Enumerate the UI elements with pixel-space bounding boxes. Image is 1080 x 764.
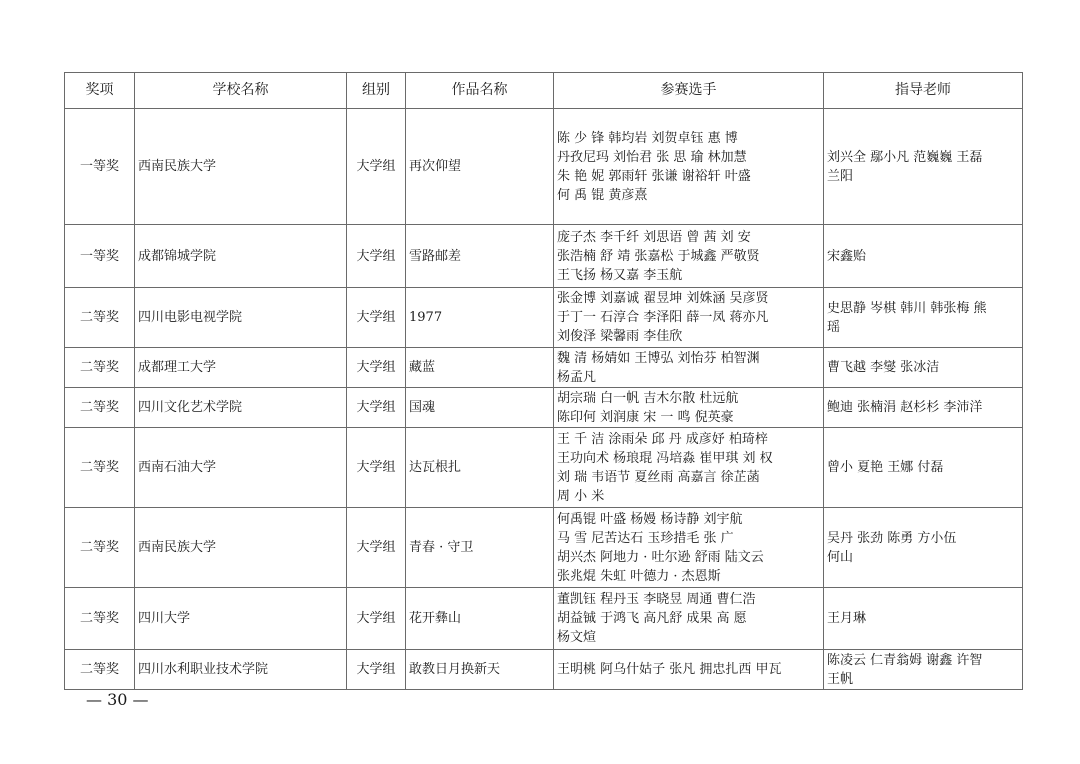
award-cell: 二等奖 <box>65 428 135 508</box>
contestant-line: 丹孜尼玛 刘怡君 张 思 瑜 林加慧 <box>557 149 747 165</box>
teacher-line: 瑶 <box>827 319 841 335</box>
award-cell: 一等奖 <box>65 225 135 288</box>
contestant-line: 胡益铖 于鸿飞 高凡舒 成果 高 愿 <box>557 611 747 626</box>
group-cell: 大学组 <box>347 650 406 690</box>
contestant-line: 张金博 刘嘉诚 翟昱坤 刘姝涵 吴彦贤 <box>557 291 769 306</box>
school-cell: 成都锦城学院 <box>135 225 347 288</box>
header-group: 组别 <box>347 73 406 109</box>
contestant-line: 陈 少 锋 韩均岩 刘贺卓钰 惠 博 <box>557 130 738 146</box>
teacher-line: 兰阳 <box>827 168 854 184</box>
contestants-cell <box>554 109 824 225</box>
work-cell: 青春 · 守卫 <box>406 508 554 588</box>
teachers-cell <box>824 288 1023 348</box>
contestant-line: 胡兴杰 阿地力 · 吐尔逊 舒雨 陆文云 <box>557 549 764 565</box>
work-cell: 1977 <box>406 288 554 348</box>
contestant-line: 朱 艳 妮 郭雨轩 张谦 谢裕轩 叶盛 <box>557 168 751 184</box>
school-cell: 成都理工大学 <box>135 348 347 388</box>
contestant-line: 于丁一 石淳合 李泽阳 薛一凤 蒋亦凡 <box>557 310 769 325</box>
award-cell: 二等奖 <box>65 650 135 690</box>
contestant-line: 王 千 洁 涂雨朵 邱 丹 成彦妤 柏琦梓 <box>557 431 768 447</box>
school-cell: 四川大学 <box>135 588 347 650</box>
teacher-line: 吴丹 张劲 陈勇 方小伍 <box>827 530 957 546</box>
teacher-line: 史思静 岑棋 韩川 韩张梅 熊 <box>827 300 987 316</box>
table-row <box>65 388 1023 428</box>
award-cell: 二等奖 <box>65 388 135 428</box>
contestant-line: 魏 清 杨婧如 王博弘 刘怡芬 柏智渊 <box>557 350 760 366</box>
teachers-cell <box>824 388 1023 428</box>
contestant-line: 刘俊泽 梁馨雨 李佳欣 <box>557 329 683 344</box>
header-teachers: 指导老师 <box>824 73 1023 109</box>
contestant-line: 张浩楠 舒 靖 张嘉松 于城鑫 严敬贤 <box>557 248 760 264</box>
contestant-line: 庞子杰 李千纤 刘思语 曾 茜 刘 安 <box>557 229 751 245</box>
contestant-line: 刘 瑞 韦语节 夏丝雨 高嘉言 徐芷菡 <box>557 469 760 485</box>
school-cell: 四川水利职业技术学院 <box>135 650 347 690</box>
teacher-line: 王帆 <box>827 671 854 687</box>
table-header-row <box>65 73 1023 109</box>
teachers-cell <box>824 109 1023 225</box>
group-cell: 大学组 <box>347 348 406 388</box>
award-cell: 一等奖 <box>65 109 135 225</box>
contestants-cell <box>554 288 824 348</box>
header-school: 学校名称 <box>135 73 347 109</box>
contestant-line: 何 禹 锟 黄彦熹 <box>557 187 648 203</box>
teacher-line: 鲍迪 张楠涓 赵杉杉 李沛洋 <box>827 400 983 415</box>
school-cell: 西南民族大学 <box>135 109 347 225</box>
table-row <box>65 225 1023 288</box>
teacher-line: 陈凌云 仁青翁姆 谢鑫 许智 <box>827 652 983 668</box>
table-row <box>65 428 1023 508</box>
table-row <box>65 288 1023 348</box>
contestants-cell <box>554 388 824 428</box>
contestant-line: 杨孟凡 <box>557 369 597 385</box>
teacher-line: 王月琳 <box>827 611 867 626</box>
table-row <box>65 588 1023 650</box>
work-cell: 敢教日月换新天 <box>406 650 554 690</box>
contestant-line: 王明桃 阿乌什姑子 张凡 拥忠扎西 甲瓦 <box>557 662 782 677</box>
work-cell: 藏蓝 <box>406 348 554 388</box>
work-cell: 雪路邮差 <box>406 225 554 288</box>
contestant-line: 马 雪 尼苦达石 玉珍措毛 张 广 <box>557 530 734 546</box>
teacher-line: 何山 <box>827 549 854 565</box>
contestant-line: 杨文煊 <box>557 630 597 645</box>
table-row <box>65 348 1023 388</box>
teacher-line: 宋鑫贻 <box>827 248 867 264</box>
work-cell: 国魂 <box>406 388 554 428</box>
contestants-cell <box>554 348 824 388</box>
group-cell: 大学组 <box>347 288 406 348</box>
contestant-line: 王功向术 杨琅琨 冯培淼 崔甲琪 刘 权 <box>557 450 773 466</box>
school-cell: 西南民族大学 <box>135 508 347 588</box>
contestants-cell <box>554 588 824 650</box>
teacher-line: 曹飞越 李燮 张冰洁 <box>827 360 940 375</box>
group-cell: 大学组 <box>347 225 406 288</box>
group-cell: 大学组 <box>347 109 406 225</box>
award-cell: 二等奖 <box>65 288 135 348</box>
table-row <box>65 109 1023 225</box>
contestant-line: 张兆焜 朱虹 叶德力 · 杰恩斯 <box>557 568 721 584</box>
group-cell: 大学组 <box>347 388 406 428</box>
group-cell: 大学组 <box>347 588 406 650</box>
award-cell: 二等奖 <box>65 348 135 388</box>
contestants-cell <box>554 650 824 690</box>
contestant-line: 胡宗瑞 白一帆 吉木尔散 杜远航 <box>557 390 739 406</box>
teacher-line: 刘兴全 鄢小凡 范巍巍 王磊 <box>827 149 983 165</box>
contestant-line: 王飞扬 杨又嘉 李玉航 <box>557 267 683 283</box>
contestant-line: 周 小 米 <box>557 488 605 504</box>
group-cell: 大学组 <box>347 428 406 508</box>
work-cell: 达瓦根扎 <box>406 428 554 508</box>
header-work: 作品名称 <box>406 73 554 109</box>
contestant-line: 董凯钰 程丹玉 李晓昱 周通 曹仁浩 <box>557 592 756 607</box>
contestants-cell <box>554 428 824 508</box>
table-row <box>65 650 1023 690</box>
school-cell: 西南石油大学 <box>135 428 347 508</box>
table-row <box>65 508 1023 588</box>
contestants-cell <box>554 508 824 588</box>
award-cell: 二等奖 <box>65 508 135 588</box>
teacher-line: 曾小 夏艳 王娜 付磊 <box>827 460 944 475</box>
school-cell: 四川文化艺术学院 <box>135 388 347 428</box>
group-cell: 大学组 <box>347 508 406 588</box>
work-cell: 花开彝山 <box>406 588 554 650</box>
header-award: 奖项 <box>65 73 135 109</box>
contestant-line: 陈印何 刘润康 宋 一 鸣 倪英豪 <box>557 409 734 425</box>
teachers-cell <box>824 428 1023 508</box>
contestants-cell <box>554 225 824 288</box>
teachers-cell <box>824 588 1023 650</box>
school-cell: 四川电影电视学院 <box>135 288 347 348</box>
teachers-cell <box>824 508 1023 588</box>
teachers-cell <box>824 348 1023 388</box>
page-number: — 30 — <box>86 690 149 709</box>
teachers-cell <box>824 225 1023 288</box>
contestant-line: 何禹锟 叶盛 杨嫚 杨诗静 刘宇航 <box>557 511 743 527</box>
award-cell: 二等奖 <box>65 588 135 650</box>
work-cell: 再次仰望 <box>406 109 554 225</box>
awards-table <box>64 72 1023 690</box>
header-contestants: 参赛选手 <box>554 73 824 109</box>
teachers-cell <box>824 650 1023 690</box>
